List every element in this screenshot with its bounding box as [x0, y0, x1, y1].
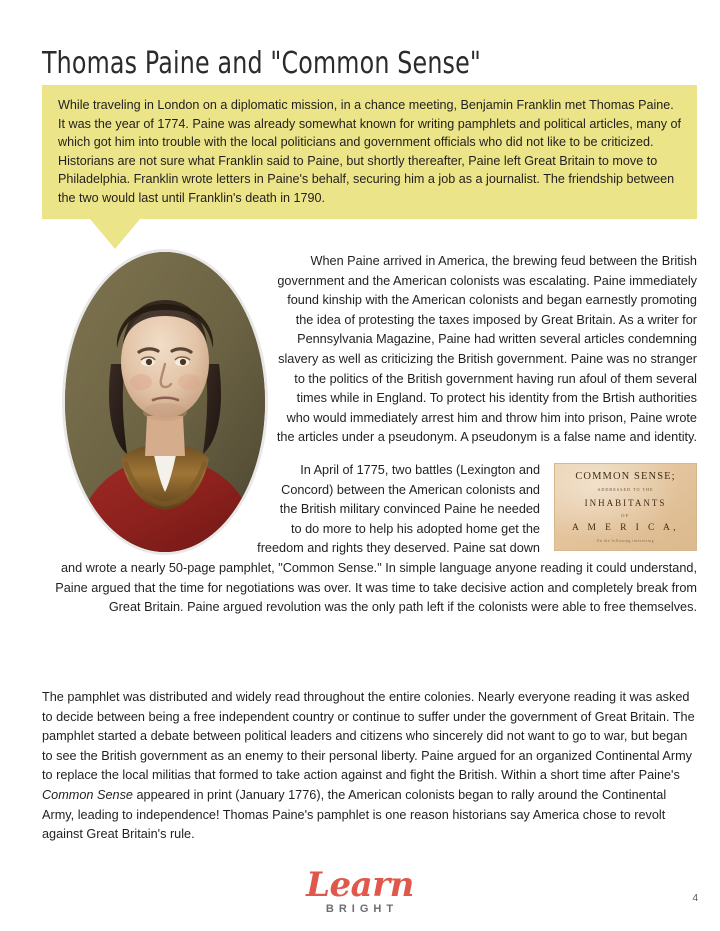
body-paragraph-3-part2: appeared in print (January 1776), the American colonists began to rally around the Continental Army, leading to independence! Thomas Paine's pamphlet is one reason historians say America chose to revolt against Great Britain's rule. — [42, 787, 667, 842]
learn-bright-logo — [0, 865, 720, 915]
callout-box — [42, 85, 697, 219]
pamphlet-title: COMMON SENSE; — [575, 470, 676, 482]
pamphlet-cover — [555, 464, 696, 550]
body-paragraph-1: When Paine arrived in America, the brewing feud between the British government and the American colonists was escalating. Paine immediately found kinship with the American colonists and began earnestly promoting the idea of protesting the taxes imposed by Great Britain. As a writer for Pennsylvania Magazine, Paine had written several articles condemning slavery as well as criticizing the British government. Paine was no stranger to the politics of the British government having run afoul of them several times while in England. To protect his identity from the Brtish authorities who would immediately arrest him and throw him into prison, Paine wrote the articles under a pseudonym. A pseudonym is a false name and identity. — [276, 254, 697, 445]
pamphlet-america: A M E R I C A, — [572, 522, 679, 533]
pamphlet-subtitle: ADDRESSED TO THE — [597, 486, 654, 492]
pamphlet-inhabitants: INHABITANTS — [584, 497, 667, 508]
callout-text: While traveling in London on a diplomatic mission, in a chance meeting, Benjamin Franklin met Thomas Paine. It was the year of 1774. Paine was already somewhat known for writing pamphlets and political articles, many of which got him into trouble with the local politicians and government officials who did not like to be criticized. Historians are not sure what Franklin said to Paine, but shortly thereafter, Paine left Great Britain to move to Philadelphia. Franklin wrote letters in Paine's behalf, securing him a job as a journalist. The friendship between the two would last until Franklin's death in 1790. — [58, 98, 682, 205]
body-paragraph-3-part1: The pamphlet was distributed and widely read throughout the entire colonies. Nearly everyone reading it was asked to decide between being a free independent country or continue to suffer under the government of Great Britain. The pamphlet started a debate between political leaders and citizens who sincerely did not want to go to war, but began to see the British government as an enemy to their personal liberty. Paine argued for an organized Continental Army to replace the local militias that formed to take action against and fight the British. Within a short time after Paine's — [42, 690, 695, 783]
page-number: 4 — [692, 893, 698, 904]
body-paragraph-3 — [42, 688, 697, 845]
body-paragraph-3-italic-title: Common Sense — [42, 787, 133, 802]
common-sense-pamphlet-image — [554, 463, 697, 551]
callout-tail-icon — [90, 219, 140, 249]
pamphlet-footer: On the following interesting — [596, 538, 655, 543]
logo-submark: BRIGHT — [325, 903, 399, 915]
page-title: Thomas Paine and "Common Sense" — [42, 46, 481, 82]
pamphlet-of: OF — [621, 512, 630, 518]
body-paragraph-2: In April of 1775, two battles (Lexington and Concord) between the American colonists and the British military convinced Paine he needed to do more to help his adopted home get the freedom and rights they deserved. Paine sat down and wrote a nearly 50-page pamphlet, "Common Sense." In simple language anyone reading it could understand, Paine argued that the time for negotiations was over. It was time to take decisive action and completely break from Great Britain. Paine argued revolution was the only path left if the colonists were able to free themselves. — [55, 462, 697, 615]
logo-wordmark: Learn — [306, 865, 414, 905]
portrait-text-wrap-shape — [42, 252, 274, 558]
article-body — [42, 252, 697, 631]
